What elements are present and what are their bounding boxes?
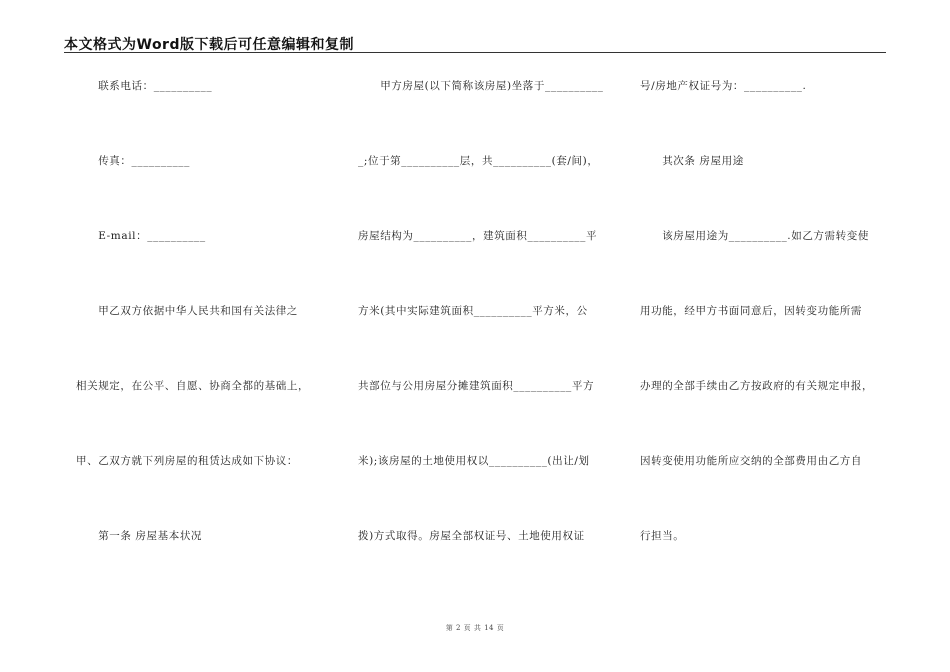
text-line: 第一条 房屋基本状况 [76, 530, 203, 542]
text-line: 房屋结构为__________，建筑面积__________平 [358, 230, 598, 242]
text-line: 号/房地产权证号为：__________. [640, 80, 807, 92]
text-line: 拨)方式取得。房屋全部权证号、土地使用权证 [358, 530, 585, 542]
document-header-title: 本文格式为Word版下载后可任意编辑和复制 [64, 37, 354, 53]
text-line: 其次条 房屋用途 [640, 155, 744, 167]
text-line: 甲方房屋(以下简称该房屋)坐落于__________ [358, 80, 604, 92]
text-line: 甲乙双方依据中华人民共和国有关法律之 [76, 305, 298, 317]
header-divider [64, 52, 886, 53]
text-line: 米);该房屋的土地使用权以__________(出让/划 [358, 455, 590, 467]
text-line: 用功能，经甲方书面同意后，因转变功能所需 [640, 305, 862, 317]
text-line: 联系电话：__________ [76, 80, 213, 92]
page-number: 第 2 页 共 14 页 [445, 624, 505, 632]
text-line: 该房屋用途为__________.如乙方需转变使 [640, 230, 869, 242]
text-line: 相关规定，在公平、自愿、协商全都的基础上， [76, 380, 310, 392]
text-line: 甲、乙双方就下列房屋的租赁达成如下协议： [76, 455, 298, 467]
text-line: 传真：__________ [76, 155, 190, 167]
text-line: 方米(其中实际建筑面积__________平方米，公 [358, 305, 588, 317]
text-line: E-mail：__________ [76, 230, 206, 242]
text-line: 因转变使用功能所应交纳的全部费用由乙方自 [640, 455, 862, 467]
text-line: _;位于第__________层，共__________(套/间)， [358, 155, 599, 167]
text-line: 共部位与公用房屋分摊建筑面积__________平方 [358, 380, 595, 392]
text-line: 办理的全部手续由乙方按政府的有关规定申报， [640, 380, 874, 392]
text-line: 行担当。 [640, 530, 685, 542]
